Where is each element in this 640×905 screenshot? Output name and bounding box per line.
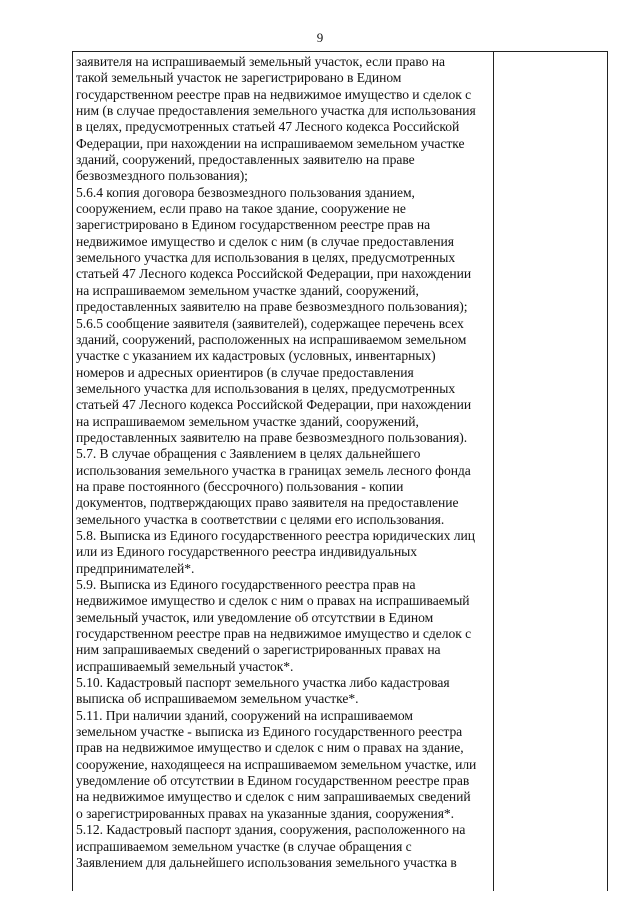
text-line: о зарегистрированных правах на указанные здания, сооружения*.: [76, 805, 454, 821]
text-line: номеров и адресных ориентиров (в случае предоставления: [76, 364, 414, 380]
text-line: на праве постоянного (бессрочного) пользования - копии: [76, 478, 404, 494]
text-line: Заявлением для дальнейшего использования земельного участка в: [76, 854, 457, 870]
text-line: зданий, сооружений, предоставленных заявителю на праве: [76, 152, 415, 168]
text-line: статьей 47 Лесного кодекса Российской Федерации, при нахождении: [76, 266, 472, 282]
text-line: 5.6.5 сообщение заявителя (заявителей), содержащее перечень всех: [76, 315, 464, 331]
text-line: такой земельный участок не зарегистрировано в Едином: [76, 70, 402, 86]
text-line: 5.7. В случае обращения с Заявлением в целях дальнейшего: [76, 446, 421, 462]
text-line: земельном участке - выписка из Единого государственного реестра: [76, 724, 463, 740]
text-line: на испрашиваемом земельном участке зданий, сооружений,: [76, 282, 419, 298]
text-line: недвижимое имущество и сделок с ним (в случае предоставления: [76, 233, 454, 249]
text-line: 5.11. При наличии зданий, сооружений на испрашиваемом: [76, 707, 413, 723]
text-line: государственном реестре прав на недвижимое имущество и сделок с: [76, 626, 472, 642]
text-line: 5.8. Выписка из Единого государственного реестра юридических лиц: [76, 527, 475, 543]
text-line: предпринимателей*.: [76, 560, 195, 576]
text-line: документов, подтверждающих право заявителя на предоставление: [76, 495, 459, 511]
text-line: испрашиваемом земельном участке (в случае обращения с: [76, 838, 412, 854]
text-line: земельного участка для использования в целях, предусмотренных: [76, 250, 456, 266]
text-line: зарегистрировано в Едином государственном реестре прав на: [76, 217, 431, 233]
column-divider: [493, 52, 494, 891]
text-line: статьей 47 Лесного кодекса Российской Федерации, при нахождении: [76, 397, 472, 413]
text-line: на испрашиваемом земельном участке зданий, сооружений,: [76, 413, 419, 429]
page-number: 9: [316, 30, 324, 45]
text-line: земельного участка в соответствии с целями его использования.: [76, 511, 445, 527]
text-line: в целях, предусмотренных статьей 47 Лесного кодекса Российской: [76, 119, 460, 135]
text-line: предоставленных заявителю на праве безвозмездного пользования);: [76, 299, 468, 315]
text-line: на недвижимое имущество и сделок с ним запрашиваемых сведений: [76, 789, 471, 805]
text-line: или из Единого государственного реестра индивидуальных: [76, 544, 417, 560]
text-line: ним запрашиваемых сведений о зарегистрированных правах на: [76, 642, 441, 658]
document-text-column: [76, 54, 492, 871]
text-line: 5.9. Выписка из Единого государственного реестра прав на: [76, 577, 416, 592]
text-line: 5.12. Кадастровый паспорт здания, сооружения, расположенного на: [76, 822, 466, 838]
text-line: земельный участок, или уведомление об отсутствии в Едином: [76, 609, 434, 625]
text-line: выписка об испрашиваемом земельном участке*.: [76, 691, 359, 707]
text-line: земельного участка для использования в целях, предусмотренных: [76, 380, 456, 396]
text-line: безвозмездного пользования);: [76, 168, 248, 184]
text-line: 5.6.4 копия договора безвозмездного пользования зданием,: [76, 184, 415, 200]
text-line: участке с указанием их кадастровых (условных, инвентарных): [76, 348, 436, 364]
text-line: зданий, сооружений, расположенных на испрашиваемом земельном: [76, 331, 467, 347]
text-line: 5.10. Кадастровый паспорт земельного участка либо кадастровая: [76, 675, 450, 691]
text-line: недвижимое имущество и сделок с ним о правах на испрашиваемый: [76, 593, 470, 609]
text-line: уведомление об отсутствии в Едином государственном реестре прав: [76, 773, 470, 789]
text-line: прав на недвижимое имущество и сделок с ним о правах на здание,: [76, 740, 464, 756]
text-line: использования земельного участка в границах земель лесного фонда: [76, 462, 471, 478]
text-line: ним (в случае предоставления земельного участка для использования: [76, 103, 476, 119]
text-line: сооружение, находящееся на испрашиваемом земельном участке, или: [76, 756, 477, 772]
text-line: сооружением, если право на такое здание, сооружение не: [76, 201, 406, 217]
document-table: [72, 51, 608, 891]
text-line: предоставленных заявителю на праве безвозмездного пользования).: [76, 429, 468, 445]
text-line: испрашиваемый земельный участок*.: [76, 658, 294, 674]
text-line: Федерации, при нахождении на испрашиваемом земельном участке: [76, 135, 465, 151]
text-line: государственном реестре прав на недвижимое имущество и сделок с: [76, 86, 472, 102]
text-line: заявителя на испрашиваемый земельный участок, если право на: [76, 54, 445, 69]
